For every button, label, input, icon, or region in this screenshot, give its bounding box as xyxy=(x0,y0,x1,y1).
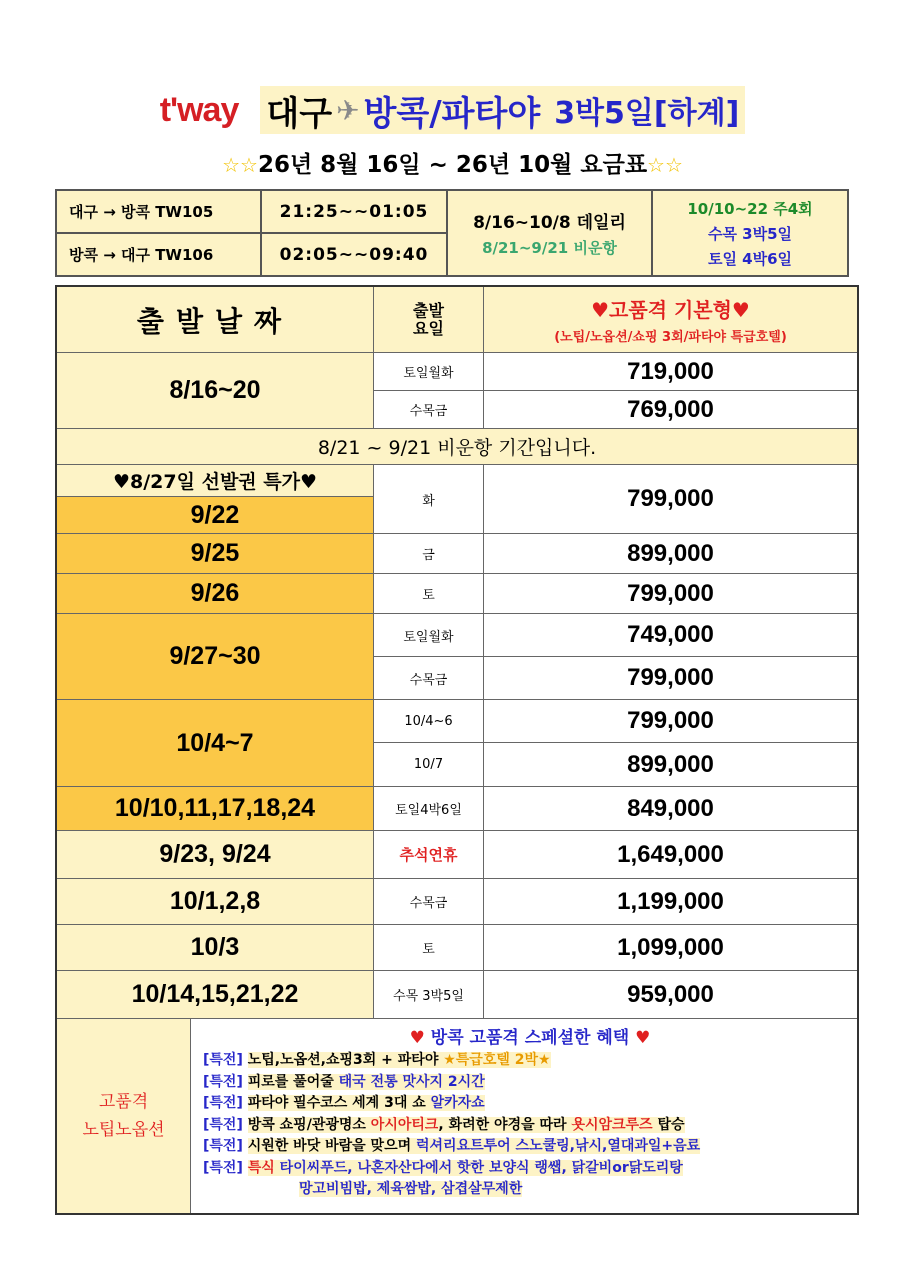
star-icon: ☆☆ xyxy=(222,153,258,177)
day-cell: 토일월화 xyxy=(374,353,484,391)
day-cell: 금 xyxy=(374,534,484,574)
inbound-route: 방콕 → 대구 TW106 xyxy=(57,234,262,275)
price-cell: 799,000 xyxy=(484,465,857,534)
day-cell: 토일월화 xyxy=(374,614,484,657)
benefit-tag: [특전] xyxy=(203,1073,243,1090)
col-header-product xyxy=(484,287,857,353)
price-cell: 799,000 xyxy=(484,700,857,743)
special-line-2: 토일 4박6일 xyxy=(707,249,793,268)
benefit-highlight: 특식 xyxy=(247,1159,275,1176)
benefit-text: 피로를 풀어줄 xyxy=(247,1073,339,1090)
product-name: ♥고품격 기본형♥ xyxy=(591,298,750,322)
outbound-route: 대구 → 방콕 TW105 xyxy=(57,191,262,234)
benefit-item xyxy=(203,1136,857,1158)
trip-duration: 3박5일[하계] xyxy=(554,96,740,131)
date-cell: 10/10,11,17,18,24 xyxy=(57,787,374,831)
date-cell: 9/25 xyxy=(57,534,374,574)
special-schedule-cell xyxy=(653,191,847,275)
flight-info-box xyxy=(55,189,849,277)
col-header-day-2: 요일 xyxy=(413,318,444,338)
price-cell: 899,000 xyxy=(484,534,857,574)
day-cell: 토 xyxy=(374,574,484,614)
heart-icon: ♥ xyxy=(635,1028,651,1048)
benefit-highlight: 알카자쇼 xyxy=(430,1095,485,1111)
benefit-text: 시원한 바닷 바람을 맞으며 xyxy=(247,1138,416,1154)
non-operation-notice: 8/21 ~ 9/21 비운항 기간입니다. xyxy=(57,429,857,465)
benefit-item xyxy=(203,1179,857,1201)
benefit-text: 타이씨푸드, 나혼자산다에서 핫한 보양식 랭쌥, 닭갈비or닭도리탕 xyxy=(274,1159,683,1176)
col-header-day xyxy=(374,287,484,353)
tway-logo: t'way xyxy=(159,90,239,129)
day-cell: 수목금 xyxy=(374,879,484,925)
origin-city: 대구 xyxy=(266,93,333,134)
price-cell: 1,099,000 xyxy=(484,925,857,971)
benefit-tag: [특전] xyxy=(203,1052,243,1068)
daily-schedule: 8/16~10/8 데일리 xyxy=(473,213,626,233)
benefit-highlight: 럭셔리요트투어 스노쿨링,낚시,열대과일+음료 xyxy=(416,1138,701,1154)
benefit-item xyxy=(203,1158,857,1180)
price-table xyxy=(55,285,859,1215)
benefits-label-2: 노팁노옵션 xyxy=(82,1120,165,1140)
benefit-item xyxy=(203,1093,857,1115)
destination-city: 방콕/파타야 xyxy=(363,93,541,134)
benefits-title-row xyxy=(203,1023,857,1048)
non-operation-period: 8/21~9/21 비운항 xyxy=(482,239,617,257)
special-period: 10/10~22 주4회 xyxy=(687,199,813,218)
benefit-item xyxy=(203,1115,857,1137)
benefit-text: 파타야 필수코스 세계 3대 쇼 xyxy=(247,1095,431,1111)
inbound-time: 02:05~~09:40 xyxy=(262,234,448,275)
date-cell: 10/14,15,21,22 xyxy=(57,971,374,1019)
day-cell: 수목금 xyxy=(374,657,484,700)
benefits-title: 방콕 고품격 스페셜한 혜택 xyxy=(430,1028,630,1048)
product-description: (노팁/노옵션/쇼핑 3회/파타야 특급호텔) xyxy=(554,330,787,345)
date-cell: 9/27~30 xyxy=(57,614,374,700)
benefits-list xyxy=(191,1019,857,1213)
plane-icon: ✈ xyxy=(336,93,360,127)
promo-label: ♥8/27일 선발권 특가♥ xyxy=(57,465,374,497)
price-cell: 1,199,000 xyxy=(484,879,857,925)
price-cell: 1,649,000 xyxy=(484,831,857,879)
benefit-text: 방콕 쇼핑/관광명소 xyxy=(247,1116,371,1133)
special-line-1: 수목 3박5일 xyxy=(707,224,793,243)
date-cell: 10/3 xyxy=(57,925,374,971)
date-cell: 10/1,2,8 xyxy=(57,879,374,925)
benefit-tag: [특전] xyxy=(203,1116,243,1133)
title-box xyxy=(260,86,745,134)
day-cell: 수목 3박5일 xyxy=(374,971,484,1019)
price-cell: 749,000 xyxy=(484,614,857,657)
benefit-text: 노팁,노옵션,쇼핑3회 + 파타야 xyxy=(247,1052,444,1068)
day-cell: 10/4~6 xyxy=(374,700,484,743)
benefits-label-1: 고품격 xyxy=(98,1092,149,1112)
benefit-item xyxy=(203,1050,857,1072)
price-cell: 799,000 xyxy=(484,657,857,700)
star-icon: ☆☆ xyxy=(647,153,683,177)
benefit-tag: [특전] xyxy=(203,1138,243,1154)
date-cell: 10/4~7 xyxy=(57,700,374,787)
benefit-highlight: 아시아티크 xyxy=(370,1116,439,1133)
day-cell: 추석연휴 xyxy=(374,831,484,879)
benefit-text: , 화려한 야경을 따라 xyxy=(438,1116,572,1133)
benefit-tag: [특전] xyxy=(203,1095,243,1111)
price-cell: 799,000 xyxy=(484,574,857,614)
price-cell: 719,000 xyxy=(484,353,857,391)
day-cell: 토일4박6일 xyxy=(374,787,484,831)
benefit-tag: [특전] xyxy=(203,1159,243,1176)
price-cell: 959,000 xyxy=(484,971,857,1019)
outbound-time: 21:25~~01:05 xyxy=(262,191,448,234)
date-cell: 9/23, 9/24 xyxy=(57,831,374,879)
price-cell: 849,000 xyxy=(484,787,857,831)
page-subtitle xyxy=(0,146,905,179)
page-header xyxy=(0,82,905,138)
date-cell: 9/26 xyxy=(57,574,374,614)
day-cell: 수목금 xyxy=(374,391,484,429)
date-cell: 8/16~20 xyxy=(57,353,374,429)
subtitle-text: 26년 8월 16일 ~ 26년 10월 요금표 xyxy=(257,152,648,178)
benefit-highlight: ★특급호텔 2박★ xyxy=(443,1052,551,1068)
col-header-date: 출발날짜 xyxy=(57,287,374,353)
date-cell: 9/22 xyxy=(57,497,374,534)
day-cell: 10/7 xyxy=(374,743,484,787)
heart-icon: ♥ xyxy=(409,1028,425,1048)
benefit-text: 탑승 xyxy=(652,1116,685,1133)
col-header-day-1: 출발 xyxy=(413,300,444,320)
benefit-item xyxy=(203,1072,857,1094)
schedule-cell xyxy=(448,191,653,275)
benefit-text: 망고비빔밥, 제육쌈밥, 삼겹살무제한 xyxy=(299,1181,523,1197)
price-cell: 899,000 xyxy=(484,743,857,787)
price-cell: 769,000 xyxy=(484,391,857,429)
benefit-highlight: 욧시암크루즈 xyxy=(571,1116,653,1133)
benefit-highlight: 태국 전통 맛사지 2시간 xyxy=(338,1073,485,1090)
benefits-label xyxy=(57,1019,191,1213)
day-cell: 토 xyxy=(374,925,484,971)
day-cell: 화 xyxy=(374,465,484,534)
